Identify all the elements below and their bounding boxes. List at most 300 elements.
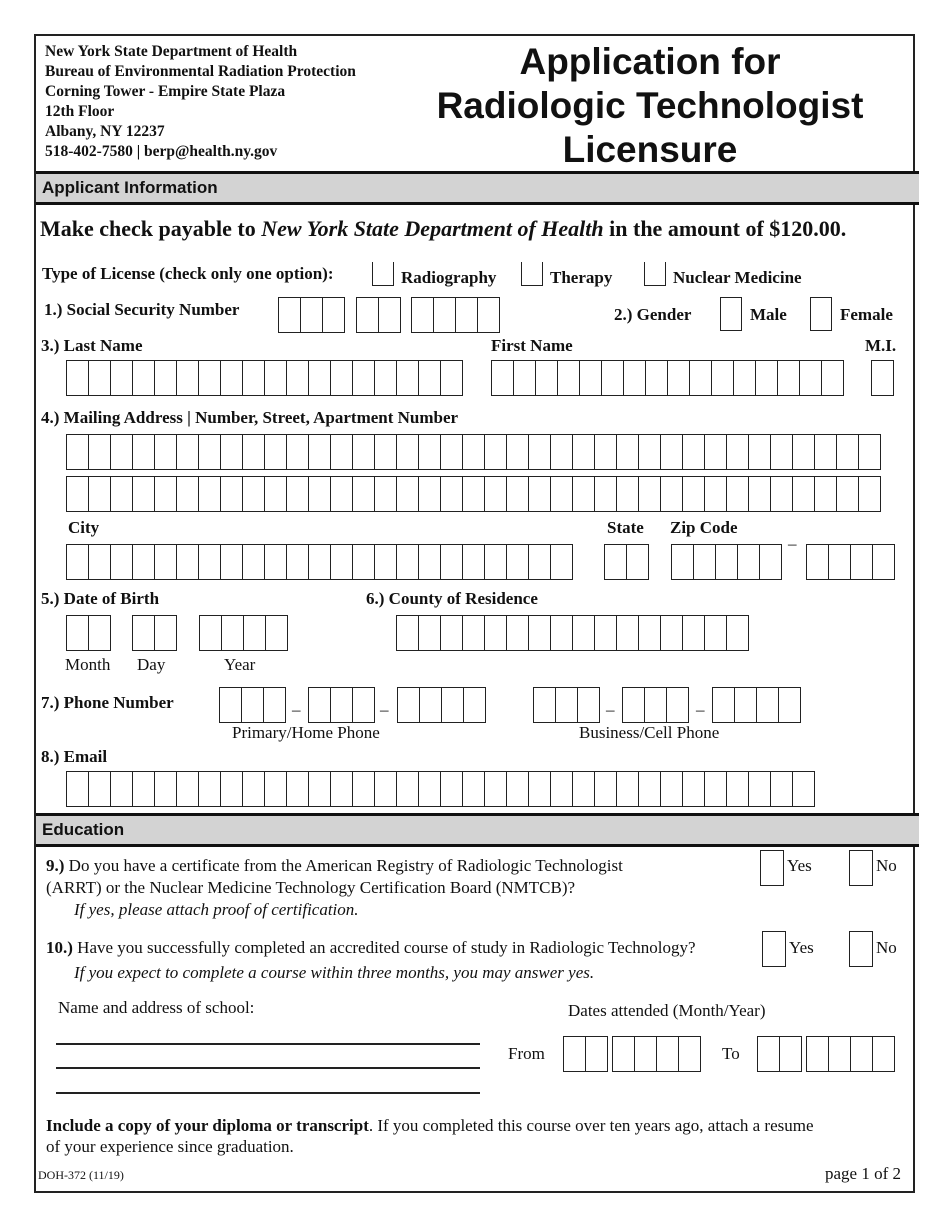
char-cell[interactable] bbox=[645, 688, 667, 722]
char-cell[interactable] bbox=[155, 435, 177, 469]
char-cell[interactable] bbox=[353, 545, 375, 579]
char-cell[interactable] bbox=[357, 298, 379, 332]
char-cell[interactable] bbox=[375, 477, 397, 511]
char-cell[interactable] bbox=[397, 545, 419, 579]
char-cell[interactable] bbox=[627, 545, 649, 579]
email-input[interactable] bbox=[66, 771, 815, 807]
primary-phone-prefix-input[interactable] bbox=[308, 687, 375, 723]
char-cell[interactable] bbox=[243, 477, 265, 511]
to-month-input[interactable] bbox=[757, 1036, 802, 1072]
char-cell[interactable] bbox=[859, 477, 881, 511]
char-cell[interactable] bbox=[800, 361, 822, 395]
char-cell[interactable] bbox=[67, 772, 89, 806]
char-cell[interactable] bbox=[624, 361, 646, 395]
char-cell[interactable] bbox=[705, 772, 727, 806]
char-cell[interactable] bbox=[155, 616, 177, 650]
char-cell[interactable] bbox=[757, 688, 779, 722]
char-cell[interactable] bbox=[727, 616, 749, 650]
char-cell[interactable] bbox=[529, 616, 551, 650]
char-cell[interactable] bbox=[536, 361, 558, 395]
char-cell[interactable] bbox=[309, 477, 331, 511]
char-cell[interactable] bbox=[441, 361, 463, 395]
dob-day-input[interactable] bbox=[132, 615, 177, 651]
char-cell[interactable] bbox=[873, 1037, 895, 1071]
char-cell[interactable] bbox=[463, 545, 485, 579]
char-cell[interactable] bbox=[573, 477, 595, 511]
char-cell[interactable] bbox=[551, 616, 573, 650]
gender-female-label: Female bbox=[840, 305, 893, 324]
char-cell[interactable] bbox=[507, 616, 529, 650]
school-line-2[interactable] bbox=[56, 1067, 480, 1069]
char-cell[interactable] bbox=[419, 477, 441, 511]
char-cell[interactable] bbox=[67, 435, 89, 469]
q10-yes-checkbox[interactable] bbox=[762, 931, 786, 967]
char-cell[interactable] bbox=[602, 361, 624, 395]
city-input[interactable] bbox=[66, 544, 573, 580]
char-cell[interactable] bbox=[713, 688, 735, 722]
char-cell[interactable] bbox=[199, 477, 221, 511]
char-cell[interactable] bbox=[375, 435, 397, 469]
char-cell[interactable] bbox=[456, 298, 478, 332]
char-cell[interactable] bbox=[287, 772, 309, 806]
zip-code-input[interactable] bbox=[671, 544, 782, 580]
page-number: page 1 of 2 bbox=[825, 1164, 902, 1183]
char-cell[interactable] bbox=[705, 477, 727, 511]
char-cell[interactable] bbox=[727, 477, 749, 511]
char-cell[interactable] bbox=[89, 477, 111, 511]
char-cell[interactable] bbox=[155, 361, 177, 395]
char-cell[interactable] bbox=[243, 772, 265, 806]
agency-address: New York State Department of Health Bureau of Environmental Radiation Protection Corning Tower - Empire State Plaza 12th Floor Albany, NY 12237 518-402-7580 | berp@health.ny.gov bbox=[45, 43, 356, 160]
school-line-3[interactable] bbox=[56, 1092, 480, 1094]
dob-month-input[interactable] bbox=[66, 615, 111, 651]
char-cell[interactable] bbox=[771, 477, 793, 511]
char-cell[interactable] bbox=[442, 688, 464, 722]
state-input[interactable] bbox=[604, 544, 649, 580]
char-cell[interactable] bbox=[507, 435, 529, 469]
char-cell[interactable] bbox=[331, 688, 353, 722]
char-cell[interactable] bbox=[694, 545, 716, 579]
char-cell[interactable] bbox=[222, 616, 244, 650]
char-cell[interactable] bbox=[463, 435, 485, 469]
char-cell[interactable] bbox=[727, 772, 749, 806]
char-cell[interactable] bbox=[534, 688, 556, 722]
char-cell[interactable] bbox=[485, 616, 507, 650]
char-cell[interactable] bbox=[564, 1037, 586, 1071]
char-cell[interactable] bbox=[705, 435, 727, 469]
char-cell[interactable] bbox=[265, 435, 287, 469]
char-cell[interactable] bbox=[485, 477, 507, 511]
char-cell[interactable] bbox=[529, 772, 551, 806]
char-cell[interactable] bbox=[199, 545, 221, 579]
therapy-checkbox[interactable] bbox=[521, 262, 543, 286]
char-cell[interactable] bbox=[221, 545, 243, 579]
char-cell[interactable] bbox=[779, 688, 801, 722]
char-cell[interactable] bbox=[837, 435, 859, 469]
char-cell[interactable] bbox=[441, 435, 463, 469]
char-cell[interactable] bbox=[111, 435, 133, 469]
char-cell[interactable] bbox=[331, 772, 353, 806]
char-cell[interactable] bbox=[690, 361, 712, 395]
char-cell[interactable] bbox=[397, 361, 419, 395]
char-cell[interactable] bbox=[529, 477, 551, 511]
char-cell[interactable] bbox=[309, 435, 331, 469]
char-cell[interactable] bbox=[375, 545, 397, 579]
char-cell[interactable] bbox=[760, 545, 782, 579]
char-cell[interactable] bbox=[177, 772, 199, 806]
char-cell[interactable] bbox=[177, 435, 199, 469]
char-cell[interactable] bbox=[353, 688, 375, 722]
char-cell[interactable] bbox=[264, 688, 286, 722]
char-cell[interactable] bbox=[441, 616, 463, 650]
char-cell[interactable] bbox=[635, 1037, 657, 1071]
char-cell[interactable] bbox=[397, 435, 419, 469]
char-cell[interactable] bbox=[738, 545, 760, 579]
char-cell[interactable] bbox=[605, 545, 627, 579]
char-cell[interactable] bbox=[111, 772, 133, 806]
char-cell[interactable] bbox=[331, 545, 353, 579]
primary-phone-area-input[interactable] bbox=[219, 687, 286, 723]
ssn-label: 1.) Social Security Number bbox=[44, 300, 240, 319]
char-cell[interactable] bbox=[837, 477, 859, 511]
char-cell[interactable] bbox=[873, 545, 895, 579]
char-cell[interactable] bbox=[89, 545, 111, 579]
char-cell[interactable] bbox=[780, 1037, 802, 1071]
char-cell[interactable] bbox=[661, 772, 683, 806]
char-cell[interactable] bbox=[243, 435, 265, 469]
char-cell[interactable] bbox=[375, 772, 397, 806]
address-line-1-input[interactable] bbox=[66, 434, 881, 470]
char-cell[interactable] bbox=[199, 361, 221, 395]
ssn-serial-input[interactable] bbox=[411, 297, 500, 333]
primary-phone-line-input[interactable] bbox=[397, 687, 486, 723]
char-cell[interactable] bbox=[617, 772, 639, 806]
char-cell[interactable] bbox=[111, 545, 133, 579]
char-cell[interactable] bbox=[265, 361, 287, 395]
business-phone-prefix-input[interactable] bbox=[622, 687, 689, 723]
char-cell[interactable] bbox=[133, 361, 155, 395]
char-cell[interactable] bbox=[683, 477, 705, 511]
char-cell[interactable] bbox=[734, 361, 756, 395]
primary-phone-caption: Primary/Home Phone bbox=[232, 723, 380, 742]
char-cell[interactable] bbox=[668, 361, 690, 395]
char-cell[interactable] bbox=[155, 772, 177, 806]
char-cell[interactable] bbox=[771, 435, 793, 469]
char-cell[interactable] bbox=[420, 688, 442, 722]
char-cell[interactable] bbox=[807, 545, 829, 579]
char-cell[interactable] bbox=[441, 772, 463, 806]
char-cell[interactable] bbox=[265, 772, 287, 806]
business-phone-line-input[interactable] bbox=[712, 687, 801, 723]
char-cell[interactable] bbox=[111, 477, 133, 511]
char-cell[interactable] bbox=[89, 435, 111, 469]
char-cell[interactable] bbox=[200, 616, 222, 650]
char-cell[interactable] bbox=[133, 772, 155, 806]
to-year-input[interactable] bbox=[806, 1036, 895, 1072]
char-cell[interactable] bbox=[778, 361, 800, 395]
school-line-1[interactable] bbox=[56, 1043, 480, 1045]
char-cell[interactable] bbox=[661, 616, 683, 650]
char-cell[interactable] bbox=[301, 298, 323, 332]
char-cell[interactable] bbox=[661, 435, 683, 469]
char-cell[interactable] bbox=[529, 435, 551, 469]
char-cell[interactable] bbox=[463, 477, 485, 511]
first-name-input[interactable] bbox=[491, 360, 844, 396]
char-cell[interactable] bbox=[242, 688, 264, 722]
char-cell[interactable] bbox=[586, 1037, 608, 1071]
char-cell[interactable] bbox=[397, 477, 419, 511]
char-cell[interactable] bbox=[419, 616, 441, 650]
char-cell[interactable] bbox=[623, 688, 645, 722]
char-cell[interactable] bbox=[265, 477, 287, 511]
char-cell[interactable] bbox=[507, 477, 529, 511]
gender-male-checkbox[interactable] bbox=[720, 297, 742, 331]
q10-text: 10.) Have you successfully completed an accredited course of study in Radiologic Technology? bbox=[46, 938, 696, 957]
char-cell[interactable] bbox=[551, 545, 573, 579]
zip-extension-input[interactable] bbox=[806, 544, 895, 580]
char-cell[interactable] bbox=[397, 616, 419, 650]
char-cell[interactable] bbox=[661, 477, 683, 511]
char-cell[interactable] bbox=[133, 616, 155, 650]
q9-text: 9.) Do you have a certificate from the American Registry of Radiologic Technologist bbox=[46, 856, 623, 875]
char-cell[interactable] bbox=[727, 435, 749, 469]
char-cell[interactable] bbox=[672, 545, 694, 579]
char-cell[interactable] bbox=[793, 477, 815, 511]
char-cell[interactable] bbox=[551, 435, 573, 469]
char-cell[interactable] bbox=[646, 361, 668, 395]
section-education: Education bbox=[36, 813, 919, 847]
char-cell[interactable] bbox=[353, 772, 375, 806]
char-cell[interactable] bbox=[398, 688, 420, 722]
char-cell[interactable] bbox=[133, 545, 155, 579]
char-cell[interactable] bbox=[244, 616, 266, 650]
char-cell[interactable] bbox=[353, 477, 375, 511]
char-cell[interactable] bbox=[419, 772, 441, 806]
char-cell[interactable] bbox=[595, 477, 617, 511]
char-cell[interactable] bbox=[617, 435, 639, 469]
char-cell[interactable] bbox=[133, 477, 155, 511]
char-cell[interactable] bbox=[793, 435, 815, 469]
char-cell[interactable] bbox=[375, 361, 397, 395]
char-cell[interactable] bbox=[133, 435, 155, 469]
char-cell[interactable] bbox=[639, 772, 661, 806]
q10-no-label: No bbox=[876, 938, 897, 957]
char-cell[interactable] bbox=[507, 545, 529, 579]
char-cell[interactable] bbox=[155, 477, 177, 511]
char-cell[interactable] bbox=[177, 477, 199, 511]
char-cell[interactable] bbox=[379, 298, 401, 332]
char-cell[interactable] bbox=[287, 545, 309, 579]
char-cell[interactable] bbox=[309, 772, 331, 806]
char-cell[interactable] bbox=[287, 477, 309, 511]
char-cell[interactable] bbox=[580, 361, 602, 395]
char-cell[interactable] bbox=[756, 361, 778, 395]
char-cell[interactable] bbox=[434, 298, 456, 332]
char-cell[interactable] bbox=[419, 361, 441, 395]
month-caption: Month bbox=[65, 655, 111, 674]
char-cell[interactable] bbox=[815, 435, 837, 469]
char-cell[interactable] bbox=[617, 477, 639, 511]
char-cell[interactable] bbox=[573, 435, 595, 469]
char-cell[interactable] bbox=[331, 361, 353, 395]
diploma-instructions-line-2: of your experience since graduation. bbox=[46, 1137, 294, 1156]
char-cell[interactable] bbox=[221, 772, 243, 806]
char-cell[interactable] bbox=[279, 298, 301, 332]
char-cell[interactable] bbox=[441, 545, 463, 579]
char-cell[interactable] bbox=[859, 435, 881, 469]
char-cell[interactable] bbox=[463, 772, 485, 806]
char-cell[interactable] bbox=[613, 1037, 635, 1071]
char-cell[interactable] bbox=[851, 545, 873, 579]
char-cell[interactable] bbox=[595, 616, 617, 650]
radiography-checkbox[interactable] bbox=[372, 262, 394, 286]
char-cell[interactable] bbox=[829, 1037, 851, 1071]
char-cell[interactable] bbox=[749, 435, 771, 469]
char-cell[interactable] bbox=[412, 298, 434, 332]
char-cell[interactable] bbox=[331, 435, 353, 469]
ssn-area-input[interactable] bbox=[278, 297, 345, 333]
char-cell[interactable] bbox=[712, 361, 734, 395]
mailing-address-label: 4.) Mailing Address | Number, Street, Apartment Number bbox=[41, 408, 459, 427]
char-cell[interactable] bbox=[595, 772, 617, 806]
char-cell[interactable] bbox=[639, 477, 661, 511]
char-cell[interactable] bbox=[199, 435, 221, 469]
char-cell[interactable] bbox=[287, 361, 309, 395]
char-cell[interactable] bbox=[829, 545, 851, 579]
char-cell[interactable] bbox=[67, 616, 89, 650]
char-cell[interactable] bbox=[514, 361, 536, 395]
char-cell[interactable] bbox=[89, 772, 111, 806]
dob-year-input[interactable] bbox=[199, 615, 288, 651]
char-cell[interactable] bbox=[419, 545, 441, 579]
char-cell[interactable] bbox=[667, 688, 689, 722]
business-phone-area-input[interactable] bbox=[533, 687, 600, 723]
char-cell[interactable] bbox=[485, 435, 507, 469]
q9-no-label: No bbox=[876, 856, 897, 875]
char-cell[interactable] bbox=[716, 545, 738, 579]
q10-yes-label: Yes bbox=[789, 938, 814, 957]
char-cell[interactable] bbox=[199, 772, 221, 806]
char-cell[interactable] bbox=[683, 616, 705, 650]
char-cell[interactable] bbox=[679, 1037, 701, 1071]
char-cell[interactable] bbox=[578, 688, 600, 722]
middle-initial-input[interactable] bbox=[871, 360, 894, 396]
char-cell[interactable] bbox=[771, 772, 793, 806]
char-cell[interactable] bbox=[556, 688, 578, 722]
char-cell[interactable] bbox=[485, 545, 507, 579]
char-cell[interactable] bbox=[507, 772, 529, 806]
char-cell[interactable] bbox=[309, 545, 331, 579]
char-cell[interactable] bbox=[463, 616, 485, 650]
from-year-input[interactable] bbox=[612, 1036, 701, 1072]
char-cell[interactable] bbox=[220, 688, 242, 722]
char-cell[interactable] bbox=[573, 772, 595, 806]
char-cell[interactable] bbox=[551, 477, 573, 511]
char-cell[interactable] bbox=[683, 435, 705, 469]
last-name-input[interactable] bbox=[66, 360, 463, 396]
char-cell[interactable] bbox=[749, 772, 771, 806]
char-cell[interactable] bbox=[266, 616, 288, 650]
char-cell[interactable] bbox=[353, 435, 375, 469]
section-applicant-information: Applicant Information bbox=[36, 171, 919, 205]
char-cell[interactable] bbox=[657, 1037, 679, 1071]
q9-no-checkbox[interactable] bbox=[849, 850, 873, 886]
char-cell[interactable] bbox=[89, 361, 111, 395]
char-cell[interactable] bbox=[639, 435, 661, 469]
char-cell[interactable] bbox=[89, 616, 111, 650]
char-cell[interactable] bbox=[265, 545, 287, 579]
q10-note: If you expect to complete a course within three months, you may answer yes. bbox=[74, 963, 595, 982]
char-cell[interactable] bbox=[464, 688, 486, 722]
q9-yes-checkbox[interactable] bbox=[760, 850, 784, 886]
char-cell[interactable] bbox=[573, 616, 595, 650]
char-cell[interactable] bbox=[309, 688, 331, 722]
form-id: DOH-372 (11/19) bbox=[38, 1168, 124, 1182]
char-cell[interactable] bbox=[111, 361, 133, 395]
q10-no-checkbox[interactable] bbox=[849, 931, 873, 967]
char-cell[interactable] bbox=[758, 1037, 780, 1071]
char-cell[interactable] bbox=[67, 361, 89, 395]
char-cell[interactable] bbox=[735, 688, 757, 722]
char-cell[interactable] bbox=[221, 435, 243, 469]
char-cell[interactable] bbox=[287, 435, 309, 469]
char-cell[interactable] bbox=[397, 772, 419, 806]
char-cell[interactable] bbox=[243, 545, 265, 579]
address-line-2-input[interactable] bbox=[66, 476, 881, 512]
char-cell[interactable] bbox=[243, 361, 265, 395]
char-cell[interactable] bbox=[323, 298, 345, 332]
char-cell[interactable] bbox=[807, 1037, 829, 1071]
char-cell[interactable] bbox=[492, 361, 514, 395]
char-cell[interactable] bbox=[331, 477, 353, 511]
from-month-input[interactable] bbox=[563, 1036, 608, 1072]
char-cell[interactable] bbox=[529, 545, 551, 579]
char-cell[interactable] bbox=[683, 772, 705, 806]
business-phone-dash-2: – bbox=[696, 700, 705, 719]
char-cell[interactable] bbox=[67, 477, 89, 511]
char-cell[interactable] bbox=[815, 477, 837, 511]
char-cell[interactable] bbox=[595, 435, 617, 469]
char-cell[interactable] bbox=[749, 477, 771, 511]
char-cell[interactable] bbox=[617, 616, 639, 650]
char-cell[interactable] bbox=[309, 361, 331, 395]
char-cell[interactable] bbox=[558, 361, 580, 395]
char-cell[interactable] bbox=[221, 361, 243, 395]
nuclear-medicine-checkbox[interactable] bbox=[644, 262, 666, 286]
char-cell[interactable] bbox=[155, 545, 177, 579]
char-cell[interactable] bbox=[822, 361, 844, 395]
date-of-birth-label: 5.) Date of Birth bbox=[41, 589, 160, 608]
char-cell[interactable] bbox=[441, 477, 463, 511]
char-cell[interactable] bbox=[177, 545, 199, 579]
char-cell[interactable] bbox=[478, 298, 500, 332]
char-cell[interactable] bbox=[419, 435, 441, 469]
char-cell[interactable] bbox=[177, 361, 199, 395]
gender-female-checkbox[interactable] bbox=[810, 297, 832, 331]
char-cell[interactable] bbox=[705, 616, 727, 650]
ssn-group-input[interactable] bbox=[356, 297, 401, 333]
char-cell[interactable] bbox=[551, 772, 573, 806]
char-cell[interactable] bbox=[221, 477, 243, 511]
char-cell[interactable] bbox=[639, 616, 661, 650]
char-cell[interactable] bbox=[793, 772, 815, 806]
char-cell[interactable] bbox=[872, 361, 894, 395]
char-cell[interactable] bbox=[851, 1037, 873, 1071]
char-cell[interactable] bbox=[353, 361, 375, 395]
char-cell[interactable] bbox=[485, 772, 507, 806]
char-cell[interactable] bbox=[67, 545, 89, 579]
county-input[interactable] bbox=[396, 615, 749, 651]
